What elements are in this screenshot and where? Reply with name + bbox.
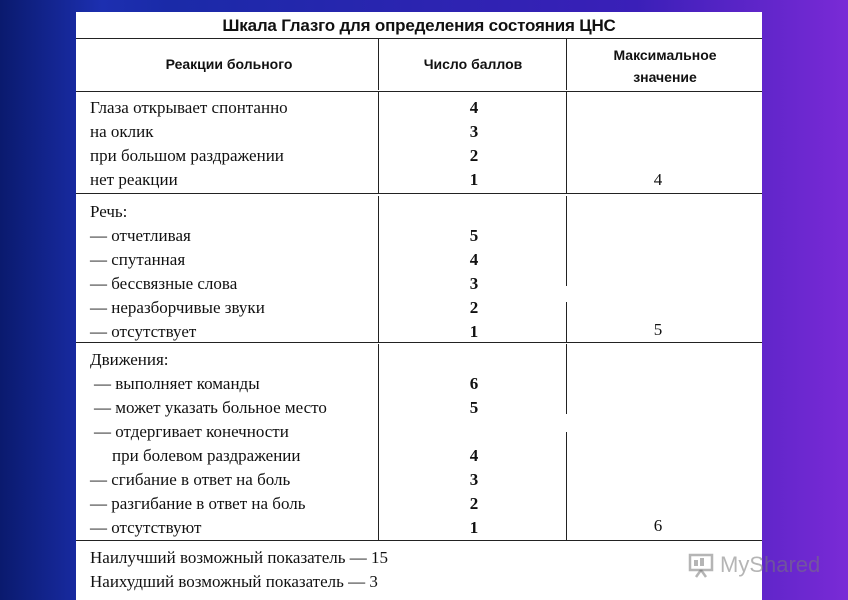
- speech-row-4-points: 2: [469, 298, 479, 317]
- eyes-row-1-points: 4: [469, 98, 479, 117]
- col-divider-1-s1: [378, 92, 379, 193]
- movement-points: [454, 372, 494, 540]
- speech-row-2-label: — спутанная: [90, 250, 186, 269]
- col-divider-2-s1: [566, 92, 567, 193]
- presentation-icon: [688, 552, 714, 578]
- movement-row-3-points: [454, 420, 494, 444]
- worst-score-text: Наихудший возможный показатель — 3: [90, 572, 378, 591]
- speech-row-3-points: 3: [469, 274, 479, 293]
- movement-row-5-points: 3: [469, 470, 479, 489]
- header-points: Число баллов: [423, 56, 523, 72]
- col-divider-2-s3b: [566, 432, 567, 540]
- movement-heading: Движения:: [90, 350, 169, 369]
- speech-row-4-label: — неразборчивые звуки: [90, 298, 265, 317]
- speech-row-1-label: — отчетливая: [90, 226, 191, 245]
- movement-row-6-points: 2: [469, 494, 479, 513]
- eyes-row-4-points: 1: [469, 170, 479, 189]
- header-max-line2: значение: [633, 69, 697, 85]
- speech-row-3-label: — бессвязные слова: [90, 274, 238, 293]
- movement-row-1-points: 6: [469, 374, 479, 393]
- table-title: Шкала Глазго для определения состояния ЦНС: [222, 16, 616, 35]
- eyes-row-3-points: 2: [469, 146, 479, 165]
- col-divider-2-header: [566, 39, 567, 90]
- score-summary: [90, 546, 388, 594]
- speech-row-5-label: — отсутствует: [90, 322, 197, 341]
- movement-row-2-label: — может указать больное место: [94, 398, 327, 417]
- watermark-text: MyShared: [720, 552, 821, 577]
- speech-points: [454, 224, 494, 344]
- speech-max: 5: [653, 320, 663, 339]
- movement-row-1-label: — выполняет команды: [94, 374, 260, 393]
- section-speech: [90, 200, 265, 344]
- movement-max: 6: [653, 516, 663, 535]
- movement-row-7-label: — отсутствуют: [90, 518, 202, 537]
- watermark: [688, 550, 848, 580]
- eyes-row-2-label: на оклик: [90, 122, 154, 141]
- speech-heading: Речь:: [90, 202, 128, 221]
- movement-row-5-label: — сгибание в ответ на боль: [90, 470, 291, 489]
- col-divider-2-s3a: [566, 344, 567, 414]
- header-max: [568, 44, 762, 88]
- section-movement: [90, 348, 327, 540]
- speech-row-1-points: 5: [469, 226, 479, 245]
- eyes-points: [454, 96, 494, 192]
- eyes-row-1-label: Глаза открывает спонтанно: [90, 98, 288, 117]
- section-eyes: [90, 96, 288, 192]
- movement-row-7-points: 1: [469, 518, 479, 537]
- header-divider: [76, 91, 762, 92]
- col-divider-1-s3: [378, 344, 379, 540]
- col-divider-1-header: [378, 39, 379, 90]
- eyes-row-2-points: 3: [469, 122, 479, 141]
- movement-row-6-label: — разгибание в ответ на боль: [90, 494, 306, 513]
- eyes-max: 4: [653, 170, 663, 189]
- title-divider: [76, 38, 762, 39]
- col-divider-2-s2a: [566, 196, 567, 286]
- section-1-divider: [76, 193, 762, 194]
- best-score-text: Наилучший возможный показатель — 15: [90, 548, 388, 567]
- speech-row-2-points: 4: [469, 250, 479, 269]
- col-divider-2-s2b: [566, 302, 567, 342]
- header-reactions: Реакции больного: [165, 56, 293, 72]
- movement-row-3-label: — отдергивает конечности: [94, 422, 289, 441]
- col-divider-1-s2: [378, 196, 379, 342]
- eyes-row-4-label: нет реакции: [90, 170, 178, 189]
- movement-row-2-points: 5: [469, 398, 479, 417]
- eyes-row-3-label: при большом раздражении: [90, 146, 284, 165]
- speech-row-5-points: 1: [469, 322, 479, 341]
- section-3-divider: [76, 540, 762, 541]
- glasgow-scale-sheet: [76, 12, 821, 600]
- header-max-line1: Максимальное: [613, 47, 717, 63]
- movement-row-4-points: 4: [469, 446, 479, 465]
- movement-row-4-label: при болевом раздражении: [112, 446, 301, 465]
